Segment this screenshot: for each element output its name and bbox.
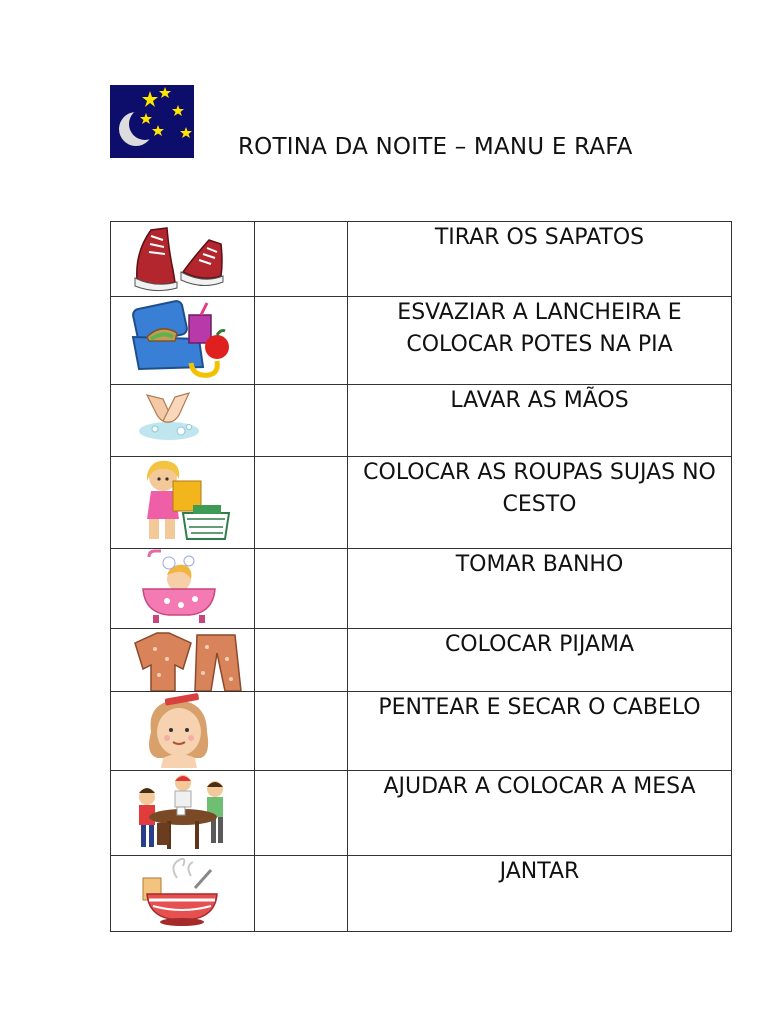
table-row xyxy=(111,457,732,549)
task-label: JANTAR xyxy=(348,856,732,932)
sneakers-icon xyxy=(129,222,229,294)
table-row xyxy=(111,629,732,692)
task-label: PENTEAR E SECAR O CABELO xyxy=(348,692,732,771)
checkbox-cell[interactable] xyxy=(255,692,348,771)
dinner-bowl-icon xyxy=(139,856,225,930)
picture-cell xyxy=(111,457,255,549)
task-label: COLOCAR PIJAMA xyxy=(348,629,732,692)
pajamas-icon xyxy=(127,629,243,691)
checkbox-cell[interactable] xyxy=(255,385,348,457)
combing-hair-girl-icon xyxy=(141,692,221,768)
page-title: ROTINA DA NOITE – MANU E RAFA xyxy=(238,134,633,160)
checkbox-cell[interactable] xyxy=(255,549,348,629)
checkbox-cell[interactable] xyxy=(255,771,348,856)
table-row xyxy=(111,549,732,629)
lunchbox-icon xyxy=(129,297,233,383)
checkbox-cell[interactable] xyxy=(255,629,348,692)
task-label: AJUDAR A COLOCAR A MESA xyxy=(348,771,732,856)
task-label: TIRAR OS SAPATOS xyxy=(348,222,732,297)
table-row xyxy=(111,771,732,856)
night-sky-moon-stars-icon xyxy=(110,85,194,158)
table-row xyxy=(111,297,732,385)
picture-cell xyxy=(111,629,255,692)
table-row xyxy=(111,856,732,932)
task-label: COLOCAR AS ROUPAS SUJAS NO CESTO xyxy=(348,457,732,549)
picture-cell xyxy=(111,549,255,629)
checkbox-cell[interactable] xyxy=(255,856,348,932)
checkbox-cell[interactable] xyxy=(255,222,348,297)
table-row xyxy=(111,692,732,771)
checkbox-cell[interactable] xyxy=(255,297,348,385)
picture-cell xyxy=(111,692,255,771)
picture-cell xyxy=(111,856,255,932)
picture-cell xyxy=(111,771,255,856)
picture-cell xyxy=(111,222,255,297)
washing-hands-icon xyxy=(133,385,203,445)
table-row xyxy=(111,222,732,297)
kids-setting-table-icon xyxy=(127,771,233,855)
routine-table xyxy=(110,221,732,932)
laundry-basket-girl-icon xyxy=(129,457,233,547)
picture-cell xyxy=(111,385,255,457)
task-label: TOMAR BANHO xyxy=(348,549,732,629)
table-row xyxy=(111,385,732,457)
checkbox-cell[interactable] xyxy=(255,457,348,549)
bathtub-icon xyxy=(139,549,219,627)
task-label: LAVAR AS MÃOS xyxy=(348,385,732,457)
task-label: ESVAZIAR A LANCHEIRA E COLOCAR POTES NA PIA xyxy=(348,297,732,385)
picture-cell xyxy=(111,297,255,385)
